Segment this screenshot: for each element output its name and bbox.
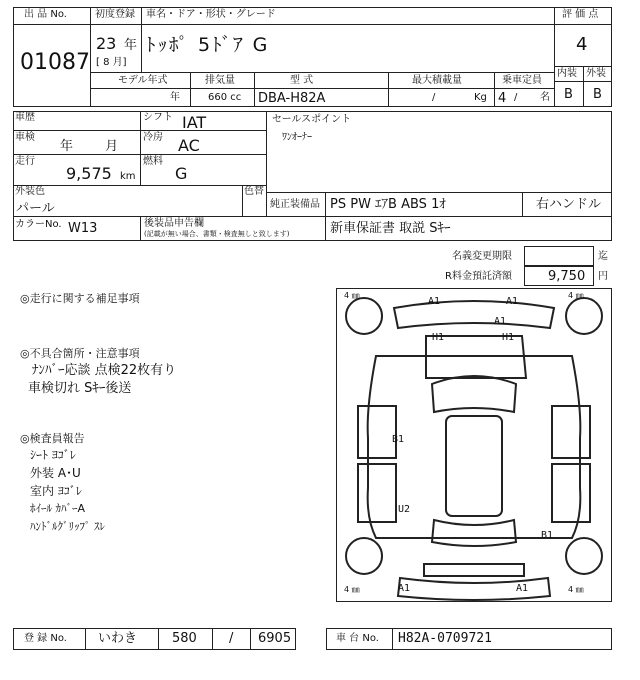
damage-mark: B1 [541, 530, 554, 541]
capacity-slash: / [514, 92, 518, 103]
mileage-unit: km [120, 171, 136, 182]
inspection-value: 年 月 [60, 139, 119, 154]
color-no-value: W13 [68, 221, 98, 236]
exterior-color-value: パール [16, 201, 55, 216]
equipment-value: PS PW ｴｱB ABS 1ｵ [330, 197, 446, 212]
reg-no-label: 登 録 No. [24, 633, 67, 644]
history-label: 車歴 [15, 112, 35, 123]
damage-mark: A1 [494, 316, 507, 327]
warranty-value: 新車保証書 取説 Sｷｰ [330, 221, 451, 236]
exterior-grade: B [593, 87, 602, 102]
shift-label: シフト [143, 112, 173, 123]
damage-mark: B1 [392, 434, 405, 445]
chassis-value: H82A-0709721 [398, 631, 492, 646]
interior-label: 内装 [557, 68, 577, 79]
tire-tread-label-fl: 4 ㎜ [344, 291, 360, 300]
interior-grade: B [564, 87, 573, 102]
color-no-label: カラーNo. [15, 219, 62, 230]
max-load-unit: Kg [474, 92, 487, 103]
inspector-line: 外装 A･U [30, 466, 81, 480]
aftermarket-note: (記載が無い場合、書類・検査無しと致します) [144, 230, 290, 238]
color-change-label: 色替 [244, 186, 264, 197]
shift-value: IAT [182, 113, 207, 132]
eval-score: 4 [576, 34, 588, 55]
reg-slash: / [229, 631, 234, 646]
type-value: DBA-H82A [258, 91, 326, 106]
mileage-value: 9,575 [66, 164, 112, 183]
lot-no-value: 01087 [20, 50, 90, 75]
fuel-label: 燃料 [143, 156, 163, 167]
capacity-label: 乗車定員 [502, 75, 542, 86]
damage-mark: A1 [506, 296, 519, 307]
defects-line: 車検切れ Sｷｰ後送 [28, 381, 132, 396]
reg-area: いわき [98, 631, 138, 646]
recycle-unit: 円 [598, 271, 608, 282]
tire-tread-label-rr: 4 ㎜ [568, 585, 584, 594]
sales-point-label: セールスポイント [272, 114, 352, 125]
color-no-box [13, 216, 612, 241]
tire-tread-label-rl: 4 ㎜ [344, 585, 360, 594]
damage-mark: A1 [516, 583, 529, 594]
inspector-line: 室内 ﾖｺﾞﾚ [30, 484, 82, 498]
reg-class: 580 [172, 631, 197, 646]
max-load-slash: / [432, 92, 436, 103]
reg-number: 6905 [258, 631, 292, 646]
aftermarket-label: 後装品申告欄 [144, 218, 204, 229]
car-damage-diagram [336, 288, 612, 602]
first-reg-year-unit: 年 [124, 38, 138, 53]
chassis-label: 車 台 No. [336, 633, 379, 644]
aircon-label: 冷房 [143, 132, 163, 143]
exterior-label: 外装 [586, 68, 606, 79]
mileage-label: 走行 [15, 156, 35, 167]
inspector-line: ﾎｲｰﾙ ｶﾊﾞｰA [30, 502, 86, 515]
inspection-label: 車検 [15, 132, 35, 143]
car-name-value: ﾄｯﾎﾟ 5ﾄﾞｱ G [146, 34, 270, 56]
inspector-line: ﾊﾝﾄﾞﾙｸﾞﾘｯﾌﾟ ｽﾚ [30, 520, 105, 533]
name-change-box [524, 246, 594, 266]
damage-mark: A1 [428, 296, 441, 307]
type-label: 型 式 [290, 75, 314, 86]
exterior-color-label: 外装色 [15, 186, 45, 197]
capacity-unit: 名 [540, 92, 550, 103]
damage-mark: H1 [502, 332, 515, 343]
sales-point-value: ﾜﾝｵｰﾅｰ [282, 132, 312, 143]
car-name-label: 車名・ドア・形状・グレード [146, 9, 276, 20]
displacement-label: 排気量 [205, 75, 235, 86]
first-reg-month: [ 8 月] [96, 57, 127, 68]
aircon-value: AC [178, 136, 200, 155]
capacity-value: 4 [498, 91, 507, 106]
eval-label: 評 価 点 [562, 9, 599, 20]
inspector-title: ◎検査員報告 [20, 432, 85, 445]
damage-mark: H1 [432, 332, 445, 343]
defects-line: ﾅﾝﾊﾞｰ応談 点検22枚有り [32, 363, 177, 378]
model-year-unit: 年 [170, 92, 180, 103]
first-reg-year: 23 [96, 34, 117, 53]
name-change-unit: 迄 [598, 251, 608, 262]
recycle-value: 9,750 [548, 269, 586, 284]
defects-title: ◎不具合箇所・注意事項 [20, 347, 140, 360]
steering-value: 右ハンドル [536, 197, 602, 212]
name-change-label: 名義変更期限 [452, 251, 512, 262]
first-reg-label: 初度登録 [95, 9, 135, 20]
fuel-value: G [175, 164, 188, 183]
max-load-label: 最大積載量 [412, 75, 462, 86]
recycle-label: R料金預託済額 [445, 271, 512, 282]
model-year-label: モデル年式 [118, 75, 168, 86]
equipment-label: 純正装備品 [270, 199, 320, 210]
lot-no-label: 出 品 No. [24, 9, 67, 20]
tire-tread-label-fr: 4 ㎜ [568, 291, 584, 300]
running-notes-title: ◎走行に関する補足事項 [20, 292, 140, 305]
damage-mark: U2 [398, 504, 411, 515]
inspector-line: ｼｰﾄ ﾖｺﾞﾚ [30, 448, 76, 462]
damage-mark: A1 [398, 583, 411, 594]
displacement-value: 660 cc [208, 92, 242, 103]
